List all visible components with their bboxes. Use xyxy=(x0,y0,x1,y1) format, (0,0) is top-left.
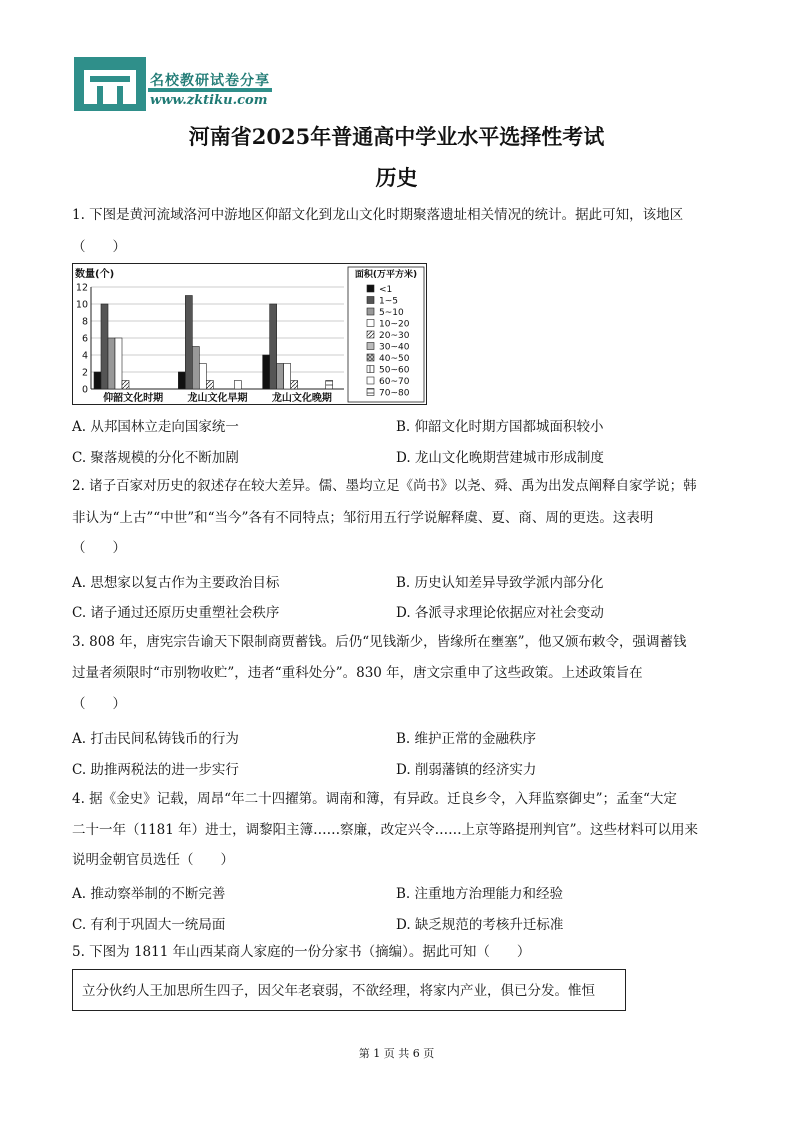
question-1-option-c[interactable]: C. 聚落规模的分化不断加剧 xyxy=(72,450,239,466)
exam-title: 河南省2025年普通高中学业水平选择性考试 xyxy=(188,124,605,149)
chart-legend-swatch xyxy=(367,320,374,327)
chart-bar xyxy=(115,338,122,389)
chart-legend-label: 40~50 xyxy=(379,354,410,364)
chart-legend-swatch xyxy=(367,331,374,338)
settlement-chart xyxy=(72,263,427,405)
chart-bar xyxy=(108,338,115,389)
chart-legend-label: 30~40 xyxy=(379,342,410,353)
question-3-option-b[interactable]: B. 维护正常的金融秩序 xyxy=(396,731,537,747)
chart-category-label: 仰韶文化时期 xyxy=(103,393,164,404)
chart-legend-label: 50~60 xyxy=(379,365,410,376)
quote-text: 立分伙约人王加思所生四子，因父年老衰弱，不欲经理，将家内产业，俱已分发。惟恒 xyxy=(82,983,595,999)
question-2-option-c[interactable]: C. 诸子通过还原历史重塑社会秩序 xyxy=(72,605,280,621)
logo-bar xyxy=(90,76,130,82)
chart-legend-label: 1~5 xyxy=(379,296,398,307)
chart-bar xyxy=(263,355,270,389)
chart-ytick-label: 8 xyxy=(81,316,88,328)
question-5-line-1: 5. 下图为 1811 年山西某商人家庭的一份分家书（摘编）。据此可知（ ） xyxy=(72,944,531,960)
chart-legend-label: 60~70 xyxy=(379,377,410,387)
chart-ytick-label: 2 xyxy=(81,367,88,379)
chart-legend-label: 20~30 xyxy=(379,331,410,341)
page-footer: 第 1 页 共 6 页 xyxy=(358,1047,435,1060)
question-3-option-c[interactable]: C. 助推两税法的进一步实行 xyxy=(72,762,239,778)
question-2-option-b[interactable]: B. 历史认知差异导致学派内部分化 xyxy=(396,575,604,591)
chart-legend-swatch xyxy=(367,285,374,292)
question-1-line-2: （ ） xyxy=(72,239,126,255)
chart-bar xyxy=(206,381,213,390)
question-3-line-2: 过量者须限时“市别物收贮”，违者“重科处分”。830 年，唐文宗重申了这些政策。上述政策旨在 xyxy=(72,665,643,681)
question-2-option-a[interactable]: A. 思想家以复古作为主要政治目标 xyxy=(72,575,280,591)
chart-bar xyxy=(277,364,284,390)
question-4-option-d[interactable]: D. 缺乏规范的考核升迁标准 xyxy=(396,917,564,933)
chart-bar xyxy=(185,296,192,390)
question-3-option-a[interactable]: A. 打击民间私铸钱币的行为 xyxy=(72,731,239,747)
question-4-line-2: 二十一年（1181 年）进士，调黎阳主簿……察廉，改定兴令……上京等路提刑判官”。这些材料可以用来 xyxy=(72,822,699,838)
chart-bar xyxy=(270,304,277,389)
chart-legend-label: <1 xyxy=(379,285,393,295)
chart-bar xyxy=(94,372,101,389)
site-url[interactable]: www.zktiku.com xyxy=(150,93,268,108)
question-4-option-c[interactable]: C. 有利于巩固大一统局面 xyxy=(72,917,226,933)
logo-bar xyxy=(97,86,103,104)
question-1-option-d[interactable]: D. 龙山文化晚期营建城市形成制度 xyxy=(396,450,604,466)
chart-bar xyxy=(326,381,333,390)
logo-bar xyxy=(117,86,123,104)
chart-ytick-label: 10 xyxy=(75,299,88,311)
chart-bar xyxy=(291,381,298,390)
question-4-option-a[interactable]: A. 推动察举制的不断完善 xyxy=(72,886,226,902)
chart-legend-label: 10~20 xyxy=(379,319,410,330)
question-4-line-3: 说明金朝官员选任（ ） xyxy=(72,852,234,868)
question-3-line-3: （ ） xyxy=(72,696,126,712)
chart-legend-swatch xyxy=(367,297,374,304)
chart-ytick-label: 0 xyxy=(81,384,88,396)
question-3-option-d[interactable]: D. 削弱藩镇的经济实力 xyxy=(396,762,537,778)
chart-ytick-label: 4 xyxy=(81,350,88,362)
chart-legend-swatch xyxy=(367,308,374,315)
chart-legend-label: 5~10 xyxy=(379,308,404,318)
question-4-option-b[interactable]: B. 注重地方治理能力和经验 xyxy=(396,886,564,902)
chart-ytick-label: 6 xyxy=(81,333,88,345)
site-name: 名校教研试卷分享 xyxy=(150,73,270,89)
chart-legend-swatch xyxy=(367,366,374,373)
question-4-line-1: 4. 据《金史》记载，周昂“年二十四擢第。调南和簿，有异政。迁良乡令，入拜监察御史”；孟奎“大定 xyxy=(72,791,677,807)
exam-subject: 历史 xyxy=(375,165,418,190)
chart-bar xyxy=(199,364,206,390)
question-1-option-b[interactable]: B. 仰韶文化时期方国都城面积较小 xyxy=(396,419,604,435)
question-3-line-1: 3. 808 年，唐宪宗告谕天下限制商贾蓄钱。后仍“见钱渐少，皆缘所在壅塞”，他又颁布敕令，强调蓄钱 xyxy=(72,634,687,650)
chart-bar xyxy=(122,381,129,390)
question-2-option-d[interactable]: D. 各派寻求理论依据应对社会变动 xyxy=(396,605,604,621)
chart-bar xyxy=(234,381,241,390)
chart-legend-swatch xyxy=(367,354,374,361)
chart-legend-title: 面积(万平方米) xyxy=(354,270,418,280)
chart-bar xyxy=(178,372,185,389)
question-1-option-a[interactable]: A. 从邦国林立走向国家统一 xyxy=(72,419,239,435)
chart-category-label: 龙山文化早期 xyxy=(187,393,248,404)
chart-legend-swatch xyxy=(367,343,374,350)
chart-legend-swatch xyxy=(367,377,374,384)
chart-bar xyxy=(101,304,108,389)
chart-category-label: 龙山文化晚期 xyxy=(271,393,332,404)
question-2-line-1: 2. 诸子百家对历史的叙述存在较大差异。儒、墨均立足《尚书》以尧、舜、禹为出发点阐释自家学说；韩 xyxy=(72,478,697,494)
chart-ytick-label: 12 xyxy=(75,282,88,294)
settlement-chart-svg xyxy=(72,263,427,405)
question-1-line-1: 1. 下图是黄河流域洛河中游地区仰韶文化到龙山文化时期聚落遗址相关情况的统计。据此可知，该地区 xyxy=(72,207,684,223)
chart-ylabel: 数量(个) xyxy=(75,269,115,280)
chart-bar xyxy=(284,364,291,390)
chart-bar xyxy=(192,347,199,390)
question-2-line-2: 非认为“上古”“中世”和“当今”各有不同特点；邹衍用五行学说解释虞、夏、商、周的更迭。这表明 xyxy=(72,510,654,526)
chart-legend-swatch xyxy=(367,389,374,396)
question-2-line-3: （ ） xyxy=(72,540,126,556)
chart-legend-label: 70~80 xyxy=(379,388,410,399)
